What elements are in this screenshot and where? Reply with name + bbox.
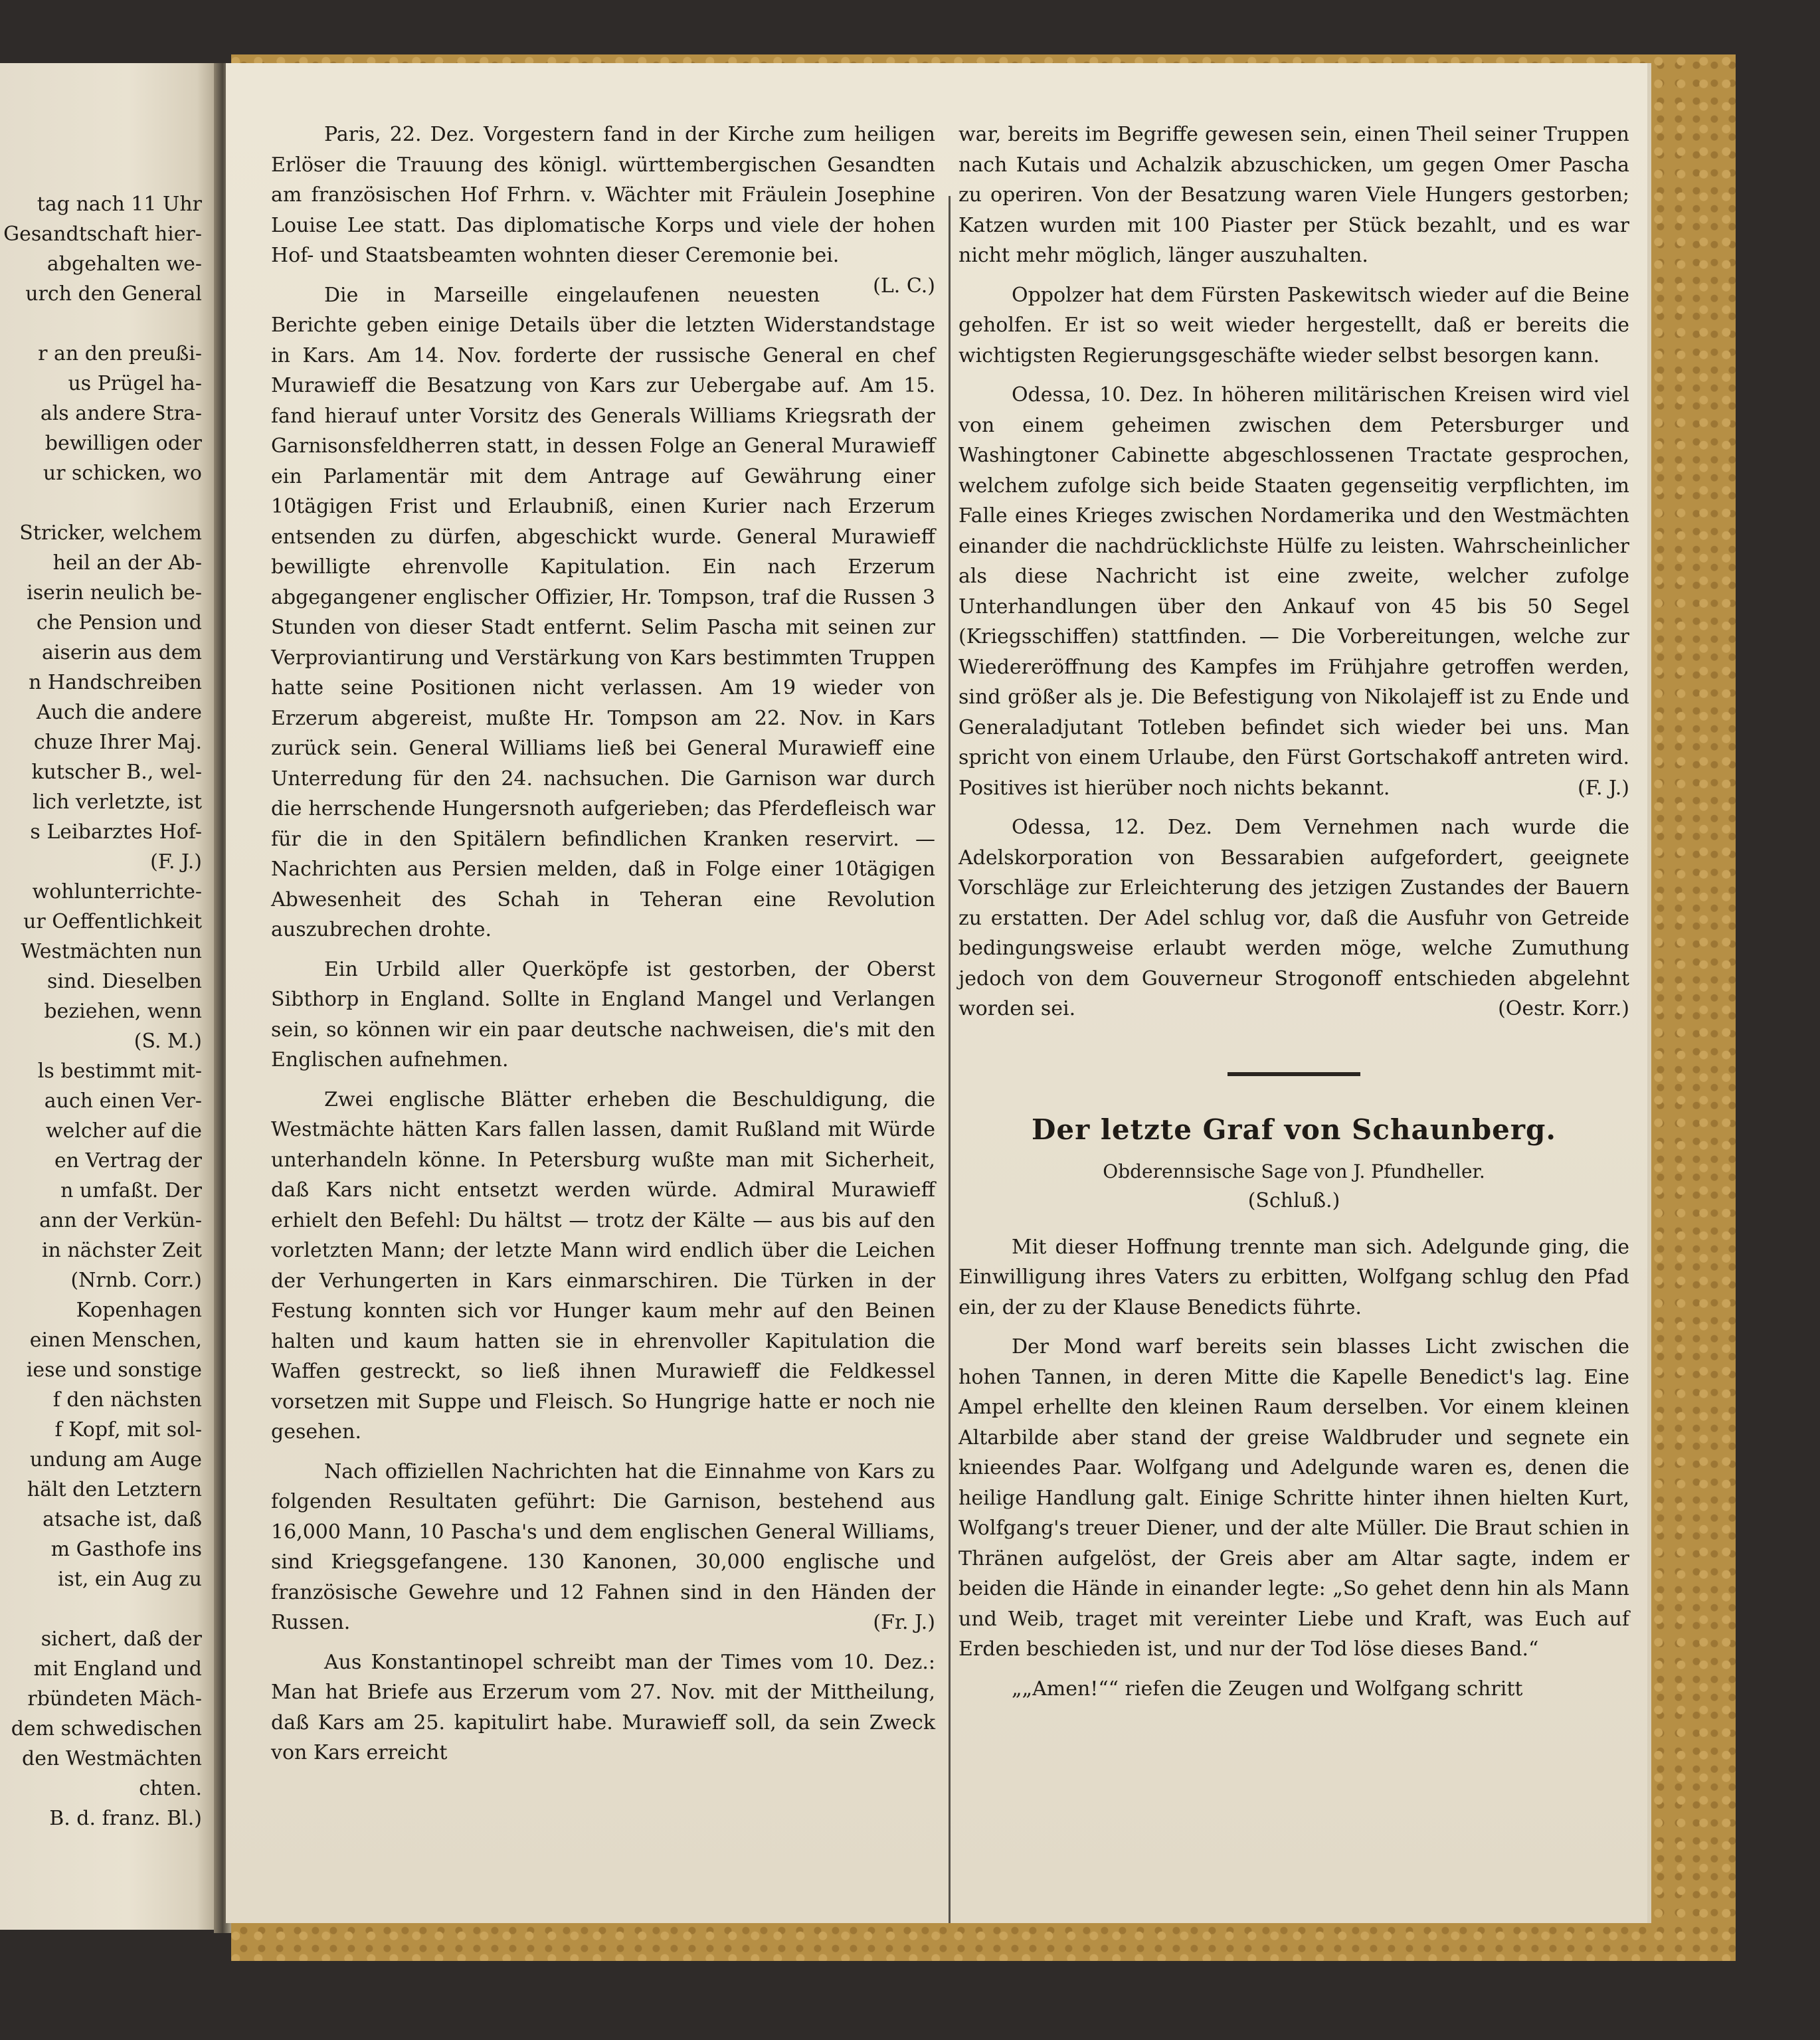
previous-page-line: f den nächsten: [52, 1388, 202, 1412]
right-column: [958, 120, 1629, 1713]
previous-page-line: [0, 1594, 214, 1624]
previous-page-line: r an den preußi-: [38, 342, 202, 365]
previous-page-line: als andere Stra-: [40, 402, 202, 425]
section-separator: [1228, 1072, 1360, 1076]
previous-page-line: einen Menschen,: [29, 1329, 202, 1352]
previous-page-line: abgehalten we-: [46, 252, 202, 276]
previous-page-line: B. d. franz. Bl.): [49, 1807, 202, 1830]
previous-page-line: lich verletzte, ist: [32, 790, 202, 814]
previous-page-line: (Nrnb. Corr.): [70, 1269, 202, 1292]
previous-page-line: ur Oeffentlichkeit: [23, 910, 202, 933]
article-kars-marseille: Die in Marseille eingelaufenen neuesten Berichte geben einige Details über die letzten Widerstandstage in Kars. Am 14. Nov. forderte der russische General en chef Murawieff die Besatzung von Kars zur Uebergabe auf. Am 15. fand hierauf unter Vorsitz des Generals Williams Kriegsrath der Garnisonsfeldherren statt, in dessen Folge an General Murawieff ein Parlamentär mit dem Antrage auf Gewährung einer 10tägigen Frist und Erlaubniß, einen Kurier nach Erzerum entsenden zu dürfen, abgeschickt wurde. General Murawieff bewilligte ehrenvolle Kapitulation. Ein nach Erzerum abgegangener englischer Offizier, Hr. Tompson, traf die Russen 3 Stunden von dieser Stadt entfernt. Selim Pascha mit seinen zur Verproviantirung und Verstärkung von Kars bestimmten Truppen hatte seine Positionen nicht verlassen. Am 19 wieder von Erzerum abgereist, mußte Hr. Tompson am 22. Nov. in Kars zurück sein. General Williams ließ bei General Murawieff eine Unterredung für den 24. nachsuchen. Die Garnison war durch die herrschende Hungersnoth aufgerieben; das Pferdefleisch war für die in den Spitälern befindlichen Kranken reservirt. — Nachrichten aus Persien melden, daß in Folge einer 10tägigen Abwesenheit des Schah in Teheran eine Revolution auszubrechen drohte.: [271, 283, 935, 941]
previous-page-line: (F. J.): [150, 850, 202, 874]
previous-page-line: (S. M.): [134, 1030, 202, 1053]
previous-page-line: tag nach 11 Uhr: [37, 193, 202, 216]
article-sibthorp: Ein Urbild aller Querköpfe ist gestorben, der Oberst Sibthorp in England. Sollte in England Mangel und Verlangen sein, so können wir ein paar deutsche nachweisen, die's mit den Englischen aufnehmen.: [271, 957, 935, 1071]
previous-page-line: iese und sonstige: [26, 1358, 202, 1382]
previous-page-line: dem schwedischen: [11, 1717, 202, 1740]
previous-page-line: ls bestimmt mit-: [37, 1060, 202, 1083]
article-oppolzer: Oppolzer hat dem Fürsten Paskewitsch wieder auf die Beine geholfen. Er ist so weit wieder hergestellt, daß er bereits die wichtigsten Regierungsgeschäfte wieder selbst besorgen kann.: [958, 283, 1629, 367]
previous-page-line: auch einen Ver-: [44, 1089, 202, 1113]
previous-page-line: Auch die andere: [37, 701, 202, 724]
story-paragraph: „„Amen!““ riefen die Zeugen und Wolfgang schritt: [1012, 1677, 1523, 1701]
previous-page-line: urch den General: [25, 282, 202, 306]
article-konstantinopel: Aus Konstantinopel schreibt man der Times vom 10. Dez.: Man hat Briefe aus Erzerum vom 27. Nov. mit der Mittheilung, daß Kars am 25. kapitulirt habe. Murawieff soll, da sein Zweck von Kars erreicht: [271, 1650, 935, 1764]
article-westmaechte-kars: Zwei englische Blätter erheben die Beschuldigung, die Westmächte hätten Kars fallen lassen, damit Rußland mit Würde unterhandeln könne. In Petersburg wußte man mit Sicherheit, daß Kars nicht entsetzt werden würde. Admiral Murawieff erhielt den Befehl: Du hältst — trotz der Kälte — aus bis auf den vorletzten Mann; der letzte Mann wird endlich über die Leichen der Verhungerten in Kars einmarschiren. Die Türken in der Festung konnten sich vor Hunger kaum mehr auf den Beinen halten und kaum hatten sie in ehrenvoller Kapitulation die Waffen gestreckt, so ließ ihnen Murawieff die Feldkessel vorsetzen mit Suppe und Fleisch. So Hungrige hatte er noch nie gesehen.: [271, 1087, 935, 1443]
article-paris: Paris, 22. Dez. Vorgestern fand in der Kirche zum heiligen Erlöser die Trauung des königl. württembergischen Gesandten am französischen Hof Frhrn. v. Wächter mit Fräulein Josephine Louise Lee statt. Das diplomatische Korps und viele der hohen Hof- und Staatsbeamten wohnten dieser Ceremonie bei. (L. C.): [271, 123, 935, 298]
previous-page-line: s Leibarztes Hof-: [30, 820, 202, 844]
story-title: Der letzte Graf von Schaunberg.: [1032, 1113, 1556, 1146]
previous-page-line: kutscher B., wel-: [31, 761, 202, 784]
previous-page-line: Westmächten nun: [21, 940, 202, 963]
previous-page-line: us Prügel ha-: [68, 372, 202, 395]
previous-page-line: f Kopf, mit sol-: [54, 1418, 202, 1441]
previous-page-line: en Vertrag der: [54, 1149, 202, 1172]
previous-page-line: in nächster Zeit: [41, 1239, 202, 1262]
previous-page-line: m Gasthofe ins: [50, 1538, 202, 1561]
previous-page-line: Kopenhagen: [76, 1299, 202, 1322]
story-part: (Schluß.): [1247, 1188, 1340, 1212]
previous-page-line: hält den Letztern: [27, 1478, 202, 1501]
story-paragraph: Der Mond warf bereits sein blasses Licht zwischen die hohen Tannen, in deren Mitte die Kapelle Benedict's lag. Eine Ampel erhellte den kleinen Raum derselben. Vor einem kleinen Altarbilde aber stand der greise Waldbruder und segnete ein knieendes Paar. Wolfgang und Adelgunde waren es, denen die heilige Handlung galt. Einige Schritte hinter ihnen hielten Kurt, Wolfgang's treuer Diener, und der alte Müller. Die Braut schien in Thränen aufgelöst, der Greis aber am Altar sagte, indem er beiden die Hände in einander legte: „So gehet denn hin als Mann und Weib, traget mit vereinter Liebe und Kraft, was Euch auf Erden beschieden ist, und nur der Tod löse dieses Band.“: [958, 1335, 1629, 1661]
column-rule: [949, 196, 951, 1923]
previous-page-line: iserin neulich be-: [27, 581, 202, 604]
previous-page-line: n Handschreiben: [29, 671, 202, 694]
previous-page-line: atsache ist, daß: [43, 1508, 202, 1531]
previous-page-line: bewilligen oder: [45, 432, 202, 455]
previous-page-text: [0, 189, 214, 1833]
previous-page-line: heil an der Ab-: [52, 551, 202, 575]
previous-page-line: chuze Ihrer Maj.: [33, 731, 202, 754]
story-subtitle: Obderennsische Sage von J. Pfundheller.: [1103, 1160, 1485, 1182]
article-odessa-10: Odessa, 10. Dez. In höheren militärischen Kreisen wird viel von einem geheimen zwischen dem Petersburger und Washingtoner Cabinette abgeschlossenen Tractate gesprochen, welchem zufolge sich beide Staaten gegenseitig verpflichten, im Falle eines Krieges zwischen Nordamerika und den Westmächten einander die nachdrücklichste Hülfe zu leisten. Wahrscheinlicher als diese Nachricht ist eine zweite, welcher zufolge Unterhandlungen über den Ankauf von 45 bis 50 Segel (Kriegsschiffen) stattfinden. — Die Vorbereitungen, welche zur Wiedereröffnung des Kampfes im Frühjahre getroffen werden, sind größer als je. Die Befestigung von Nikolajeff ist zu Ende und Generaladjutant Totleben befindet sich wieder bei uns. Man spricht von einem Urlaube, den Fürst Gortschakoff antreten wird. Positives ist hierüber noch nichts bekannt. (F. J.): [958, 383, 1629, 800]
previous-page-line: ann der Verkün-: [39, 1209, 202, 1232]
previous-page-line: Stricker, welchem: [19, 521, 202, 545]
previous-page-line: ist, ein Aug zu: [57, 1568, 202, 1591]
previous-page-line: mit England und: [33, 1657, 202, 1681]
previous-page-line: den Westmächten: [22, 1747, 202, 1770]
previous-page-line: ur schicken, wo: [43, 462, 202, 485]
article-kars-results: Nach offiziellen Nachrichten hat die Einnahme von Kars zu folgenden Resultaten geführt: Die Garnison, bestehend aus 16,000 Mann, 10 Pascha's und dem englischen General Williams, sind Kriegsgefangene. 130 Kanonen, 30,000 englische und französische Gewehre und 12 Fahnen sind in den Händen der Russen. (Fr. J.): [271, 1459, 935, 1634]
previous-page-line: sichert, daß der: [41, 1627, 202, 1651]
previous-page-line: beziehen, wenn: [44, 1000, 202, 1023]
previous-page-line: rbündeten Mäch-: [27, 1687, 202, 1711]
previous-page-line: Gesandtschaft hier-: [3, 223, 202, 246]
article-odessa-12: Odessa, 12. Dez. Dem Vernehmen nach wurde die Adelskorporation von Bessarabien aufgefordert, geeignete Vorschläge zur Erleichterung des jetzigen Zustandes der Bauern zu erstatten. Der Adel schlug vor, daß die Ausfuhr von Getreide bedingungsweise erlaubt werden möge, welche Zumuthung jedoch von dem Gouverneur Strogonoff entschieden abgelehnt worden sei. (Oestr. Korr.): [958, 816, 1629, 1020]
previous-page-line: undung am Auge: [29, 1448, 202, 1471]
previous-page-line: [0, 488, 214, 518]
left-column: [271, 120, 935, 1778]
previous-page-line: chten.: [139, 1777, 202, 1800]
previous-page-line: n umfaßt. Der: [60, 1179, 202, 1202]
previous-page-line: sind. Dieselben: [46, 970, 202, 993]
story-paragraph: Mit dieser Hoffnung trennte man sich. Adelgunde ging, die Einwilligung ihres Vaters zu erbitten, Wolfgang schlug den Pfad ein, der zu der Klause Benedicts führte.: [958, 1235, 1629, 1319]
previous-page-line: welcher auf die: [45, 1119, 202, 1143]
article-continuation: war, bereits im Begriffe gewesen sein, einen Theil seiner Truppen nach Kutais und Achalzik abzuschicken, um gegen Omer Pascha zu operiren. Von der Besatzung waren Viele Hungers gestorben; Katzen wurden mit 100 Piaster per Stück bezahlt, und es war nicht mehr möglich, länger auszuhalten.: [958, 123, 1629, 267]
previous-page: [0, 63, 214, 1930]
previous-page-line: wohlunterrichte-: [32, 880, 202, 903]
previous-page-line: [0, 309, 214, 339]
previous-page-line: che Pension und: [36, 611, 202, 634]
previous-page-line: aiserin aus dem: [42, 641, 202, 664]
